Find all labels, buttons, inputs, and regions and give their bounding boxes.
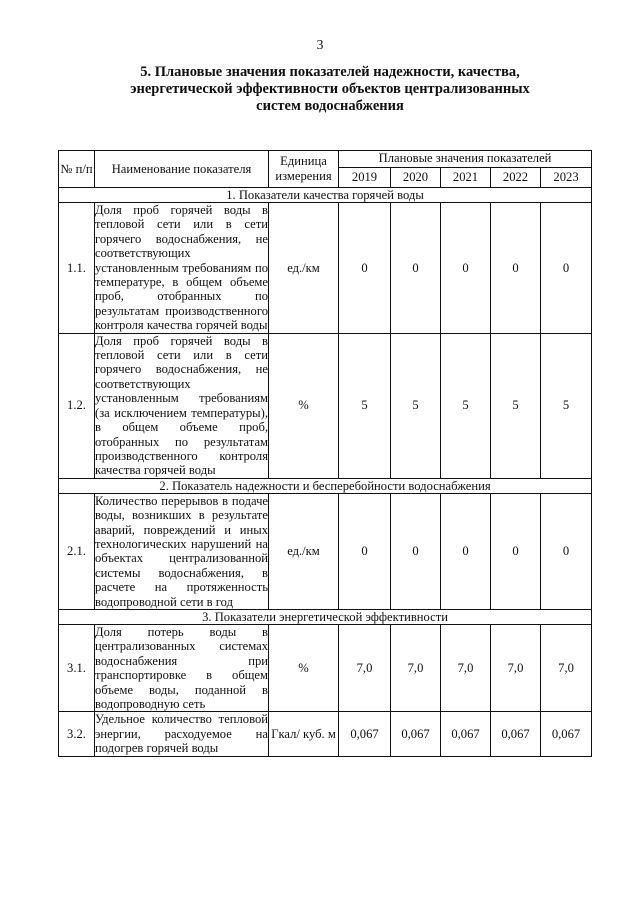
table-row — [59, 493, 592, 609]
row-number: 1.2. — [59, 333, 95, 478]
value-cell: 0,067 — [491, 712, 541, 756]
year-header: 2022 — [491, 167, 541, 187]
indicator-name: Доля потерь воды в централизованных системах водоснабжения при транспортировке в общем объеме воды, поданной в водопроводную сеть — [95, 624, 268, 711]
value-cell: 5 — [339, 333, 391, 478]
section-title: 2. Показатель надежности и бесперебойности водоснабжения — [59, 478, 592, 493]
value-cell: 0 — [541, 203, 592, 334]
value-cell: 7,0 — [541, 624, 592, 711]
col-header-plan: Плановые значения показателей — [339, 151, 592, 168]
table-row — [59, 624, 592, 711]
value-cell: 0 — [491, 493, 541, 609]
value-cell: 0 — [441, 203, 491, 334]
unit-cell: % — [269, 333, 339, 478]
indicator-name: Количество перерывов в подаче воды, возникших в результате аварий, повреждений и иных технологических нарушений на объектах централизованной системы водоснабжения, в расчете на протяженность водопроводной сети в год — [95, 493, 268, 609]
unit-cell: % — [269, 624, 339, 711]
value-cell: 0 — [541, 493, 592, 609]
document-heading — [100, 64, 560, 115]
year-header: 2020 — [391, 167, 441, 187]
value-cell: 5 — [391, 333, 441, 478]
value-cell: 0 — [391, 493, 441, 609]
col-header-name: Наименование показателя — [95, 151, 269, 188]
indicator-name: Удельное количество тепловой энергии, расходуемое на подогрев горячей воды — [95, 712, 268, 756]
heading-line-2: энергетической эффективности объектов централизованных — [130, 81, 530, 97]
unit-cell: ед./км — [269, 203, 339, 334]
section-title: 3. Показатели энергетической эффективности — [59, 609, 592, 624]
col-header-unit: Единица измерения — [269, 151, 339, 188]
value-cell: 0,067 — [391, 712, 441, 756]
col-header-num: № п/п — [59, 151, 95, 188]
value-cell: 5 — [441, 333, 491, 478]
value-cell: 0,067 — [541, 712, 592, 756]
heading-line-1: 5. Плановые значения показателей надежности, качества, — [140, 64, 520, 80]
unit-cell: Гкал/ куб. м — [269, 712, 339, 756]
value-cell: 0 — [441, 493, 491, 609]
row-number: 3.2. — [59, 712, 95, 756]
year-header: 2021 — [441, 167, 491, 187]
section-title: 1. Показатели качества горячей воды — [59, 188, 592, 203]
page-number: 3 — [316, 38, 324, 53]
value-cell: 7,0 — [491, 624, 541, 711]
table-row — [59, 203, 592, 334]
year-header: 2023 — [541, 167, 592, 187]
value-cell: 7,0 — [391, 624, 441, 711]
heading-line-3: систем водоснабжения — [256, 98, 404, 114]
value-cell: 0 — [491, 203, 541, 334]
value-cell: 0 — [339, 203, 391, 334]
unit-cell: ед./км — [269, 493, 339, 609]
indicator-name: Доля проб горячей воды в тепловой сети или в сети горячего водоснабжения, не соответствующих установленным требованиям (за исключением температуры), в общем объеме проб, отобранных по результатам производственного контроля качества горячей воды — [95, 333, 268, 478]
year-header: 2019 — [339, 167, 391, 187]
indicator-name: Доля проб горячей воды в тепловой сети или в сети горячего водоснабжения, не соответствующих установленным требованиям по температуре, в общем объеме проб, отобранных по результатам производственного контроля качества горячей воды — [95, 203, 268, 333]
row-number: 1.1. — [59, 203, 95, 334]
indicators-table — [58, 150, 592, 757]
value-cell: 5 — [541, 333, 592, 478]
row-number: 3.1. — [59, 624, 95, 711]
value-cell: 7,0 — [339, 624, 391, 711]
value-cell: 0 — [339, 493, 391, 609]
value-cell: 0,067 — [339, 712, 391, 756]
value-cell: 7,0 — [441, 624, 491, 711]
value-cell: 5 — [491, 333, 541, 478]
value-cell: 0,067 — [441, 712, 491, 756]
value-cell: 0 — [391, 203, 441, 334]
row-number: 2.1. — [59, 493, 95, 609]
table-row — [59, 333, 592, 478]
table-row — [59, 712, 592, 756]
